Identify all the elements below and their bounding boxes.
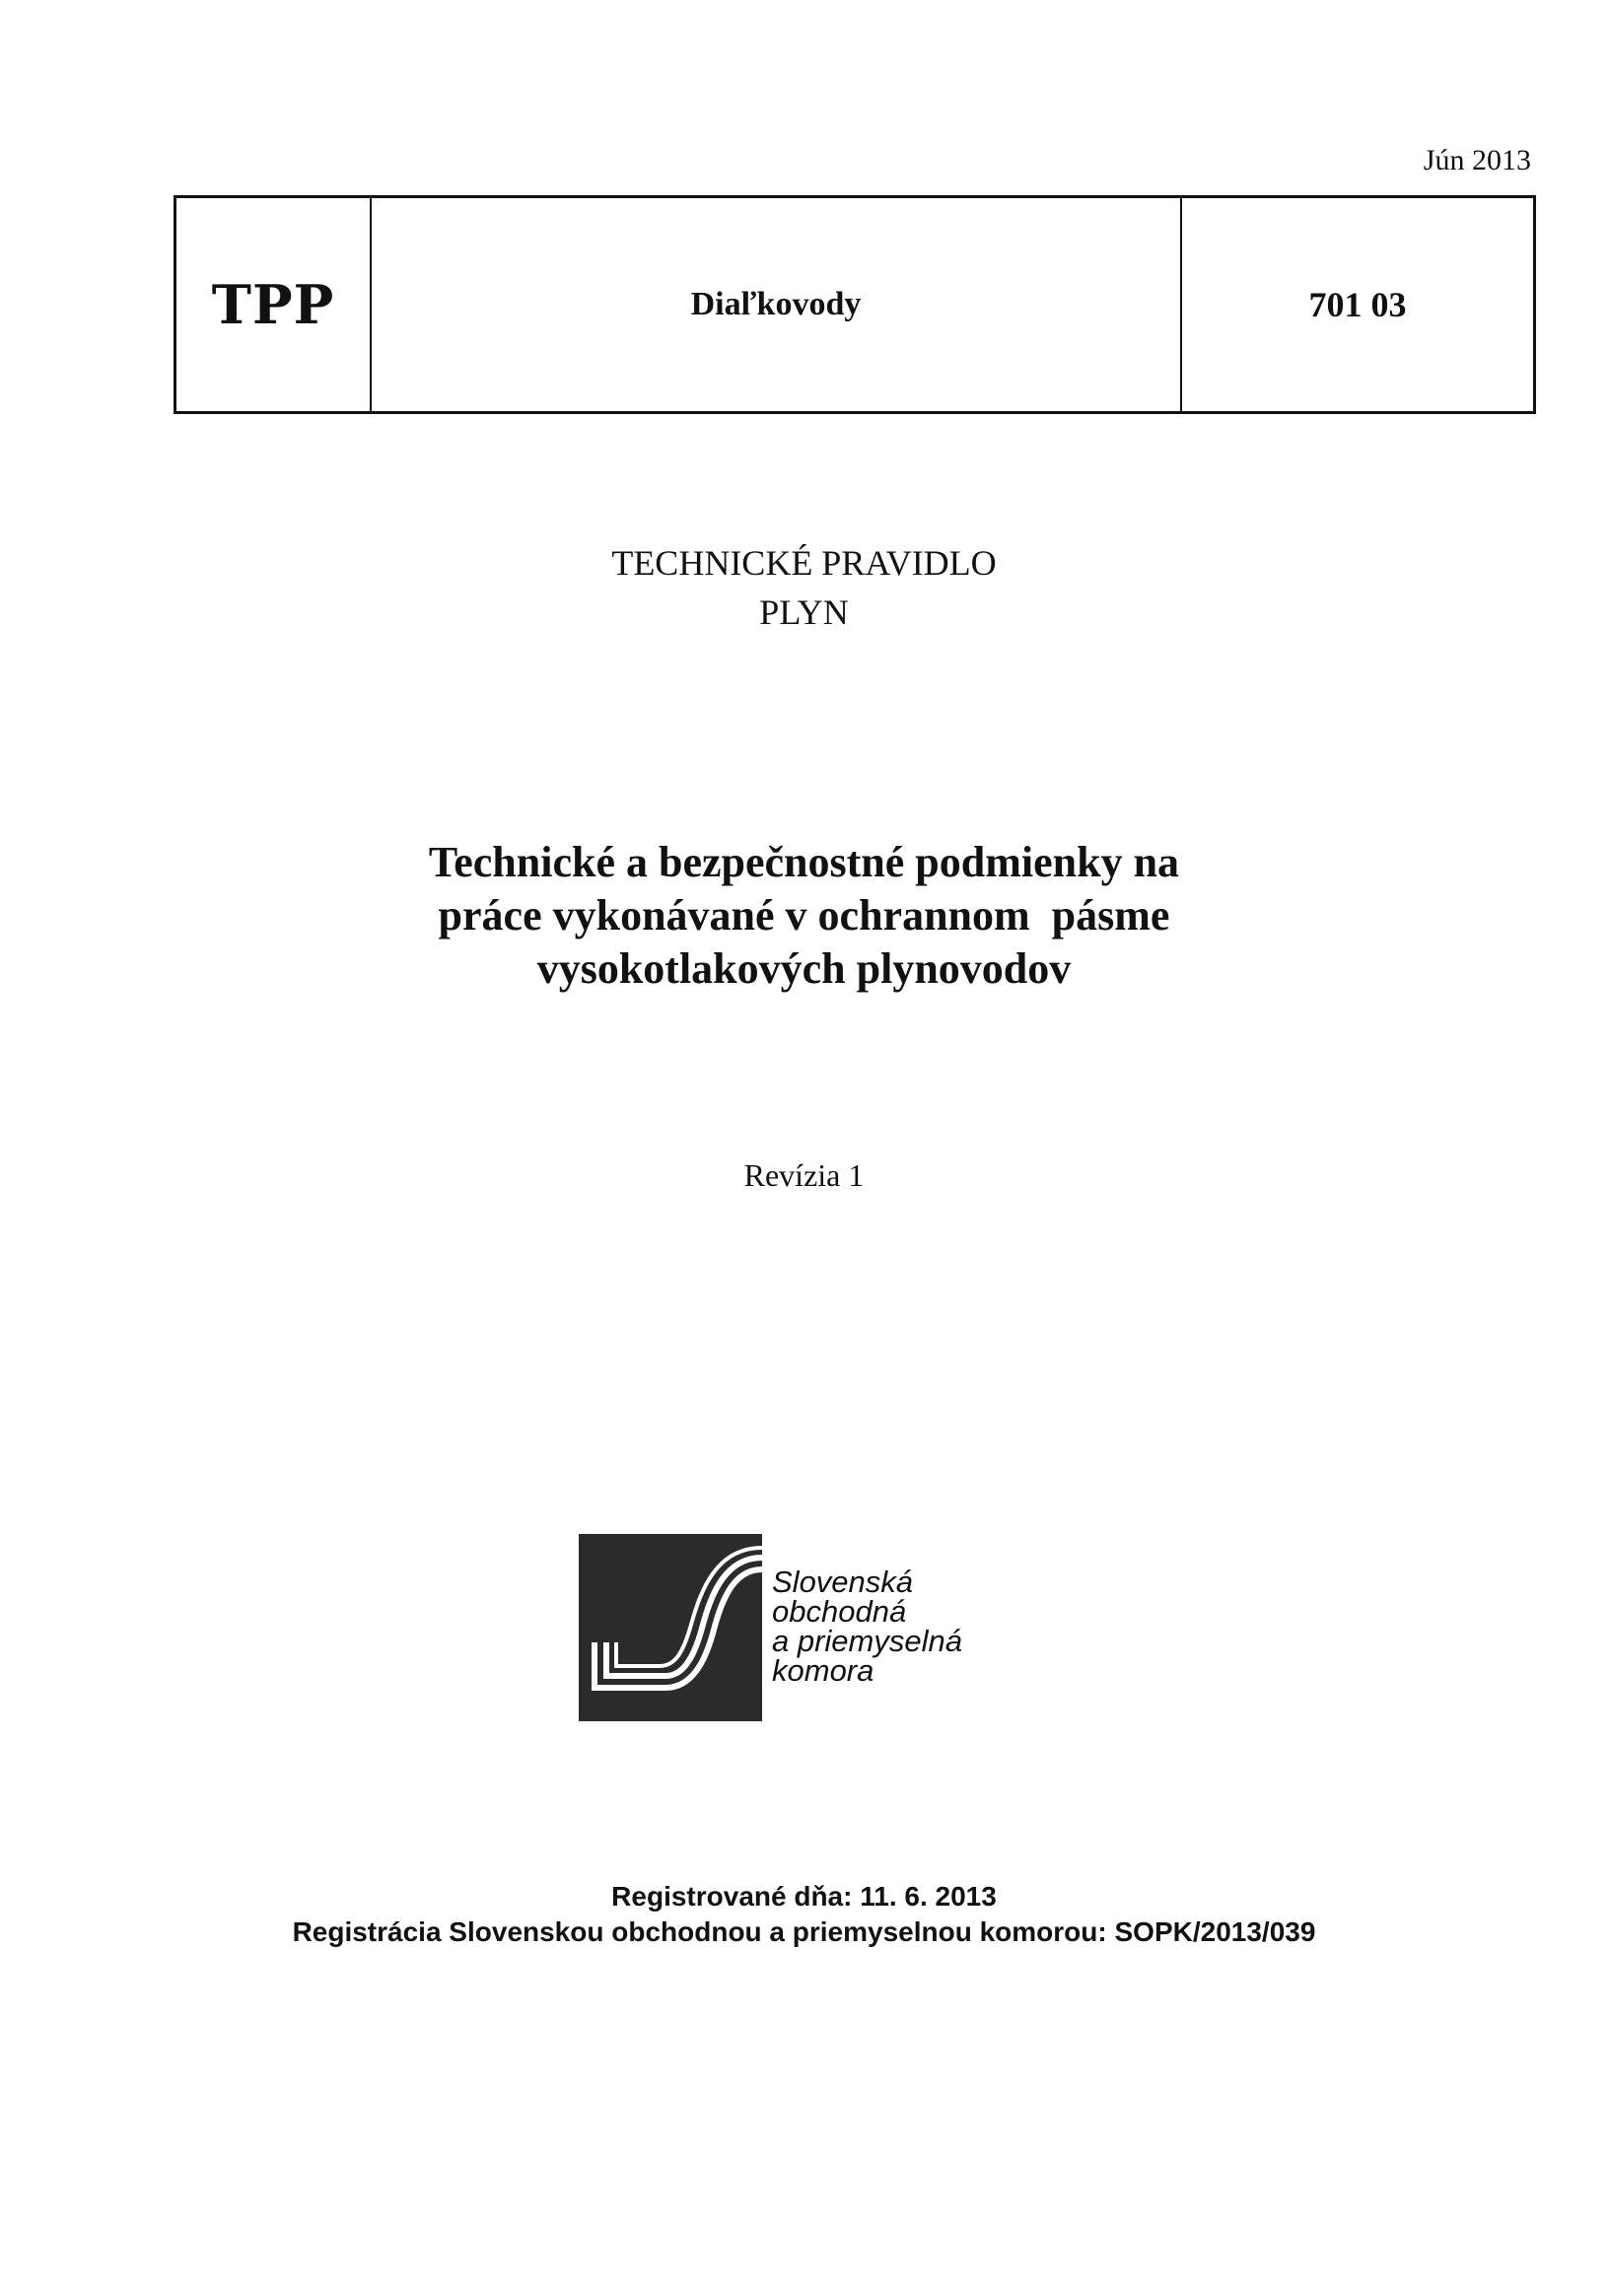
technical-rule-line2: PLYN	[759, 592, 849, 632]
sopk-logo	[579, 1534, 1013, 1721]
category-title: Diaľkovody	[372, 198, 1182, 411]
sopk-logo-text	[772, 1567, 962, 1686]
sopk-logo-icon	[579, 1534, 762, 1721]
title-line3: vysokotlakových plynovodov	[536, 944, 1072, 993]
document-code: 701 03	[1308, 285, 1407, 324]
logo-text-line4: komora	[772, 1653, 874, 1688]
title-line1: Technické a bezpečnostné podmienky na	[428, 838, 1180, 886]
registration-date: Registrované dňa: 11. 6. 2013	[611, 1881, 997, 1912]
technical-rule-line1: TECHNICKÉ PRAVIDLO	[611, 543, 997, 583]
technical-rule-heading	[0, 538, 1608, 637]
document-title	[0, 836, 1608, 996]
header-table	[174, 195, 1536, 414]
revision-label: Revízia 1	[743, 1157, 865, 1193]
document-date: Jún 2013	[1423, 144, 1531, 176]
tpp-label: TPP	[176, 198, 372, 411]
logo-text-line3: a priemyselná	[772, 1624, 962, 1658]
title-line2: práce vykonávané v ochrannom pásme	[438, 891, 1170, 939]
registration-number: Registrácia Slovenskou obchodnou a priemyselnou komorou: SOPK/2013/039	[292, 1916, 1316, 1947]
logo-text-line1: Slovenská	[772, 1565, 914, 1599]
logo-text-line2: obchodná	[772, 1594, 907, 1629]
registration-info	[0, 1879, 1608, 1950]
